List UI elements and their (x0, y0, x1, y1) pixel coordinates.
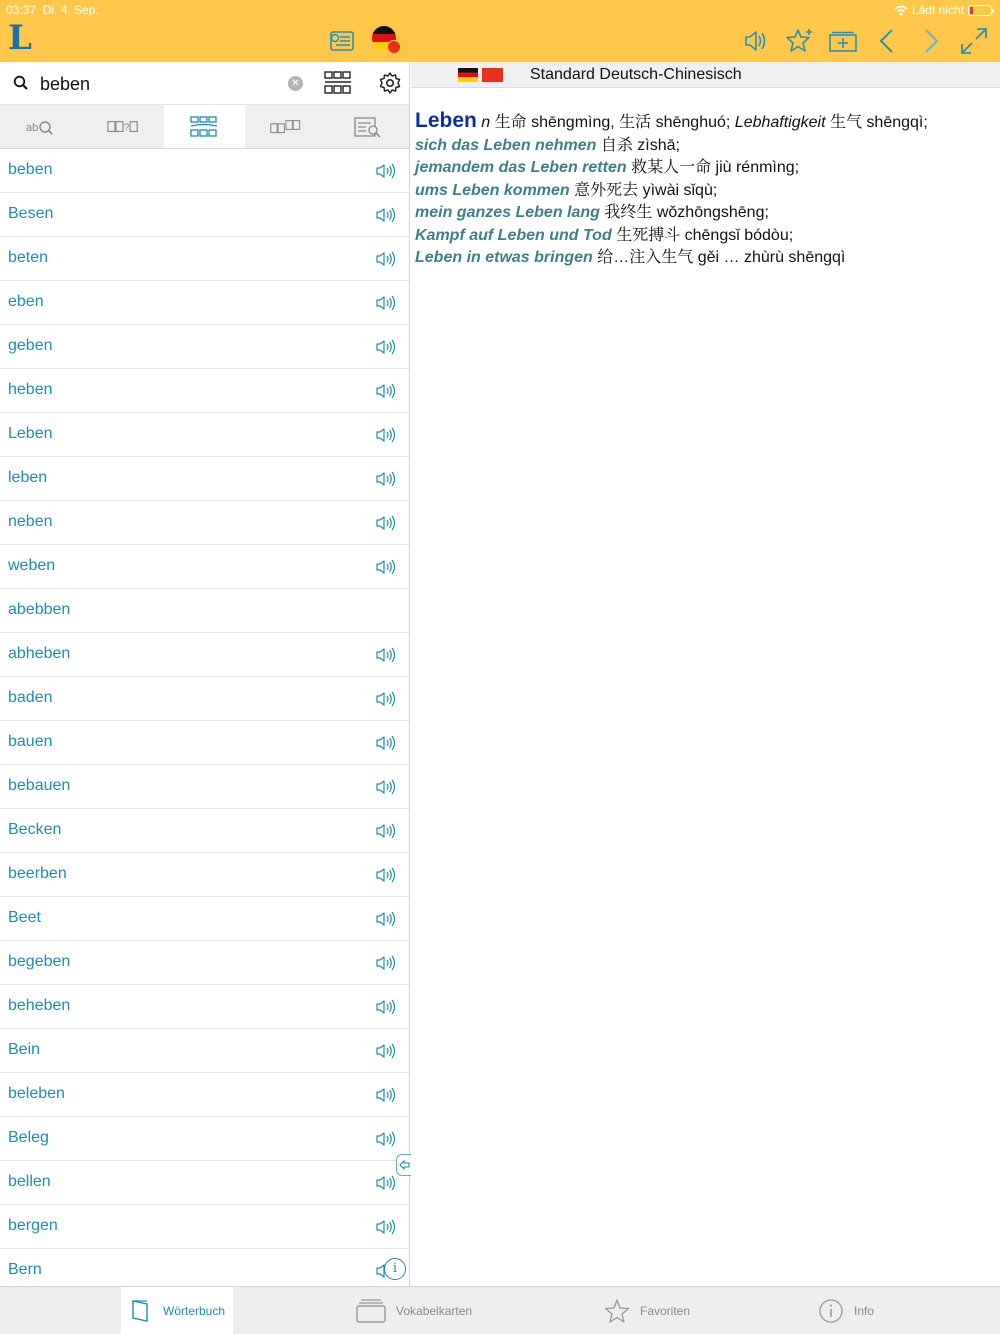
target-language-flag-icon (387, 40, 401, 54)
list-item[interactable] (0, 941, 409, 985)
list-item-word[interactable]: Beleg (8, 1129, 49, 1146)
list-item[interactable] (0, 281, 409, 325)
phrase-german[interactable]: Kampf auf Leben und Tod (415, 226, 612, 244)
search-icon (12, 74, 30, 92)
list-item-word[interactable]: bauen (8, 733, 53, 750)
forward-icon[interactable] (915, 24, 947, 58)
compound-search-icon (270, 116, 302, 138)
list-item[interactable] (0, 589, 409, 633)
phrase-line (415, 157, 992, 180)
list-item[interactable] (0, 677, 409, 721)
list-item[interactable] (0, 1205, 409, 1249)
list-item-word[interactable]: abheben (8, 645, 71, 662)
top-bar (0, 0, 1000, 62)
speaker-icon[interactable] (375, 469, 397, 489)
tab-favoriten-label: Favoriten (640, 1304, 691, 1318)
speaker-icon[interactable] (375, 909, 397, 929)
list-item[interactable] (0, 765, 409, 809)
dictionary-bar (411, 62, 1000, 88)
tab-fulltext-search[interactable] (327, 105, 409, 148)
phrase-translation: 自杀 zìshā; (600, 136, 680, 154)
list-item-word[interactable]: Becken (8, 821, 62, 838)
tab-vokabelkarten[interactable] (356, 1287, 472, 1334)
list-item-word[interactable]: Bein (8, 1041, 41, 1058)
charging-status: Lädt nicht (911, 3, 964, 17)
speaker-icon[interactable] (375, 645, 397, 665)
list-item-word[interactable]: bebauen (8, 777, 71, 794)
phrase-german[interactable]: jemandem das Leben retten (415, 159, 627, 176)
app-logo: L (8, 18, 32, 58)
entry-headline (415, 110, 992, 135)
list-item[interactable] (0, 1249, 409, 1286)
phrase-german[interactable]: sich das Leben nehmen (415, 136, 597, 154)
status-time: 03:37 (6, 3, 37, 17)
phrase-translation: 给…注入生气 gěi … zhùrù shēngqì (597, 249, 846, 266)
list-item[interactable] (0, 149, 409, 193)
list-item[interactable] (0, 721, 409, 765)
search-input[interactable] (40, 68, 280, 100)
phrase-german[interactable]: mein ganzes Leben lang (415, 204, 600, 221)
list-item-word[interactable]: bellen (8, 1173, 51, 1190)
dictionary-title: Standard Deutsch-Chinesisch (530, 66, 742, 83)
svg-text:?: ? (123, 122, 130, 134)
german-flag-icon (458, 68, 478, 82)
spelling-search-icon (25, 116, 57, 138)
phrase-german[interactable]: Leben in etwas bringen (415, 249, 593, 266)
list-item-word[interactable]: Leben (8, 425, 53, 442)
tab-info-label: Info (854, 1304, 875, 1318)
word-list-panel (0, 62, 410, 1286)
flashcards-icon (356, 1298, 386, 1324)
tab-woerterbuch[interactable] (121, 1287, 233, 1334)
speaker-icon[interactable] (375, 997, 397, 1017)
gender-label: n (481, 114, 491, 131)
history-icon[interactable] (326, 24, 358, 58)
clear-search-button[interactable]: ✕ (288, 76, 303, 91)
speaker-icon[interactable] (375, 953, 397, 973)
phrase-list (415, 135, 992, 270)
list-item-word[interactable]: weben (8, 557, 56, 574)
list-item-word[interactable]: neben (8, 513, 53, 530)
phrase-translation: 意外死去 yìwài sǐqù; (574, 181, 718, 199)
list-item-word[interactable]: heben (8, 381, 53, 398)
speaker-icon[interactable] (375, 821, 397, 841)
list-item-word[interactable]: beleben (8, 1085, 65, 1102)
speaker-icon[interactable] (375, 777, 397, 797)
translation-1: 生命 shēngmìng, 生活 shēnghuó; (494, 114, 731, 131)
word-list (0, 149, 409, 1286)
list-item[interactable] (0, 1073, 409, 1117)
tab-wildcard-search[interactable] (82, 105, 164, 148)
list-item[interactable] (0, 1117, 409, 1161)
list-item[interactable] (0, 193, 409, 237)
list-item-word[interactable]: Besen (8, 205, 54, 222)
chinese-flag-icon (482, 68, 503, 82)
tab-compound-search[interactable] (245, 105, 327, 148)
list-item[interactable] (0, 985, 409, 1029)
status-right (894, 3, 992, 17)
speaker-icon[interactable] (375, 1173, 397, 1193)
synonym-label: Lebhaftigkeit (734, 114, 826, 131)
speaker-icon[interactable] (375, 865, 397, 885)
search-mode-tabs (0, 105, 409, 149)
phrase-translation: 生死搏斗 chēngsǐ bódòu; (616, 226, 794, 244)
speaker-icon[interactable] (375, 425, 397, 445)
speaker-icon[interactable] (375, 689, 397, 709)
phrase-line (415, 225, 992, 248)
list-item[interactable] (0, 633, 409, 677)
list-item-word[interactable]: beben (8, 161, 53, 178)
bottom-tab-bar (0, 1286, 1000, 1334)
battery-icon (968, 5, 992, 16)
phrase-german[interactable]: ums Leben kommen (415, 181, 570, 199)
list-item[interactable] (0, 809, 409, 853)
speaker-icon[interactable] (375, 293, 397, 313)
gear-icon[interactable] (378, 71, 402, 95)
speaker-icon[interactable] (375, 205, 397, 225)
phrase-line (415, 135, 992, 158)
phrase-line (415, 180, 992, 203)
search-bar (0, 62, 409, 105)
speaker-icon[interactable] (375, 1129, 397, 1149)
list-item[interactable] (0, 897, 409, 941)
tab-woerterbuch-label: Wörterbuch (163, 1304, 226, 1318)
headword[interactable]: Leben (415, 109, 477, 132)
speaker-icon[interactable] (375, 249, 397, 269)
status-date: Di. 4. Sep. (42, 3, 99, 17)
status-time-date (6, 3, 99, 17)
entry-info-icon[interactable]: i (384, 1258, 406, 1280)
list-item-word[interactable]: Bern (8, 1261, 42, 1278)
phrase-line (415, 202, 992, 225)
wifi-icon (894, 5, 908, 16)
translation-2: 生气 shēngqì; (829, 114, 928, 131)
speaker-icon[interactable] (375, 1217, 397, 1237)
speaker-icon[interactable] (375, 381, 397, 401)
phrase-translation: 救某人一命 jiù rénmìng; (631, 159, 800, 176)
list-item-word[interactable]: geben (8, 337, 53, 354)
list-item[interactable] (0, 501, 409, 545)
tab-info[interactable] (818, 1287, 874, 1334)
speaker-icon[interactable] (739, 24, 771, 58)
list-item[interactable] (0, 545, 409, 589)
speaker-icon[interactable] (375, 513, 397, 533)
speaker-icon[interactable] (375, 557, 397, 577)
speaker-icon[interactable] (375, 1041, 397, 1061)
headword-grid-icon[interactable] (324, 71, 352, 95)
list-item-word[interactable]: beheben (8, 997, 71, 1014)
list-item[interactable] (0, 1029, 409, 1073)
list-item[interactable] (0, 369, 409, 413)
phrase-translation: 我终生 wǒzhōngshēng; (604, 204, 769, 221)
list-item[interactable] (0, 325, 409, 369)
speaker-icon[interactable] (375, 337, 397, 357)
entry-panel (411, 62, 1000, 1286)
star-icon (604, 1298, 630, 1324)
tab-headword-list[interactable] (164, 105, 246, 148)
favorite-add-icon[interactable] (783, 24, 815, 58)
list-item-word[interactable]: baden (8, 689, 53, 706)
list-item[interactable] (0, 853, 409, 897)
dictionary-book-icon (127, 1298, 153, 1324)
list-item[interactable] (0, 457, 409, 501)
list-item-word[interactable]: eben (8, 293, 44, 310)
list-item[interactable] (0, 1161, 409, 1205)
flashcard-add-icon[interactable] (827, 24, 859, 58)
list-item-word[interactable]: Beet (8, 909, 41, 926)
list-item-word[interactable]: beten (8, 249, 49, 266)
list-item-word[interactable]: bergen (8, 1217, 58, 1234)
list-item[interactable] (0, 413, 409, 457)
info-icon (818, 1298, 844, 1324)
fullscreen-icon[interactable] (958, 24, 990, 58)
phrase-line (415, 247, 992, 270)
speaker-icon[interactable] (375, 161, 397, 181)
headword-list-icon (188, 116, 220, 138)
wildcard-search-icon (107, 116, 139, 138)
speaker-icon[interactable] (375, 1085, 397, 1105)
list-item-word[interactable]: abebben (8, 601, 71, 618)
tab-vokabelkarten-label: Vokabelkarten (396, 1304, 473, 1318)
dictionary-entry (415, 110, 992, 270)
back-icon[interactable] (871, 24, 903, 58)
list-item-word[interactable]: leben (8, 469, 48, 486)
fulltext-search-icon (352, 116, 384, 138)
tab-spelling-search[interactable] (0, 105, 82, 148)
tab-favoriten[interactable] (604, 1287, 690, 1334)
list-item[interactable] (0, 237, 409, 281)
speaker-icon[interactable] (375, 733, 397, 753)
list-item-word[interactable]: beerben (8, 865, 67, 882)
svg-text:ab: ab (25, 121, 39, 134)
list-item-word[interactable]: begeben (8, 953, 71, 970)
